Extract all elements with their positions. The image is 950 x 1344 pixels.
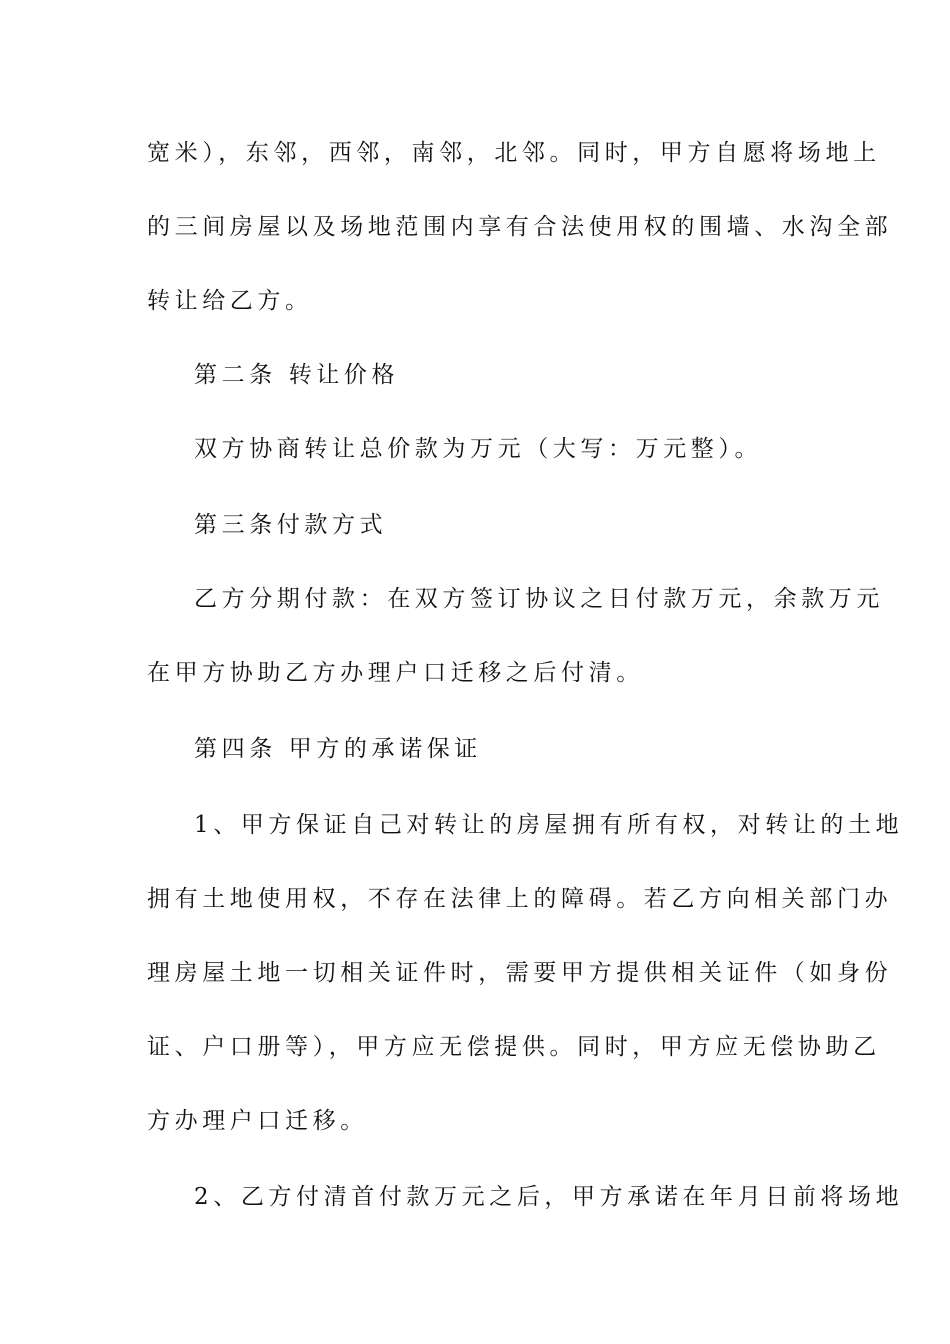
paragraph-line: 2、乙方付清首付款万元之后，甲方承诺在年月日前将场地 xyxy=(194,1184,904,1210)
paragraph-line: 乙方分期付款：在双方签订协议之日付款万元，余款万元 xyxy=(194,586,884,612)
paragraph-line: 双方协商转让总价款为万元（大写：万元整）。 xyxy=(194,436,763,462)
paragraph-line: 转让给乙方。 xyxy=(147,288,313,314)
paragraph-line: 1、甲方保证自己对转让的房屋拥有所有权，对转让的土地 xyxy=(194,812,904,838)
section-heading: 第四条 甲方的承诺保证 xyxy=(194,736,482,762)
paragraph-line: 宽米），东邻，西邻，南邻，北邻。同时，甲方自愿将场地上 xyxy=(147,140,881,166)
paragraph-line: 在甲方协助乙方办理户口迁移之后付清。 xyxy=(147,660,644,686)
paragraph-line: 证、户口册等），甲方应无偿提供。同时，甲方应无偿协助乙 xyxy=(147,1034,881,1060)
section-heading: 第三条付款方式 xyxy=(194,512,388,538)
section-heading: 第二条 转让价格 xyxy=(194,362,400,388)
paragraph-line: 拥有土地使用权，不存在法律上的障碍。若乙方向相关部门办 xyxy=(147,886,893,912)
paragraph-line: 理房屋土地一切相关证件时，需要甲方提供相关证件（如身份 xyxy=(147,960,893,986)
paragraph-line: 方办理户口迁移。 xyxy=(147,1108,368,1134)
paragraph-line: 的三间房屋以及场地范围内享有合法使用权的围墙、水沟全部 xyxy=(147,214,893,240)
